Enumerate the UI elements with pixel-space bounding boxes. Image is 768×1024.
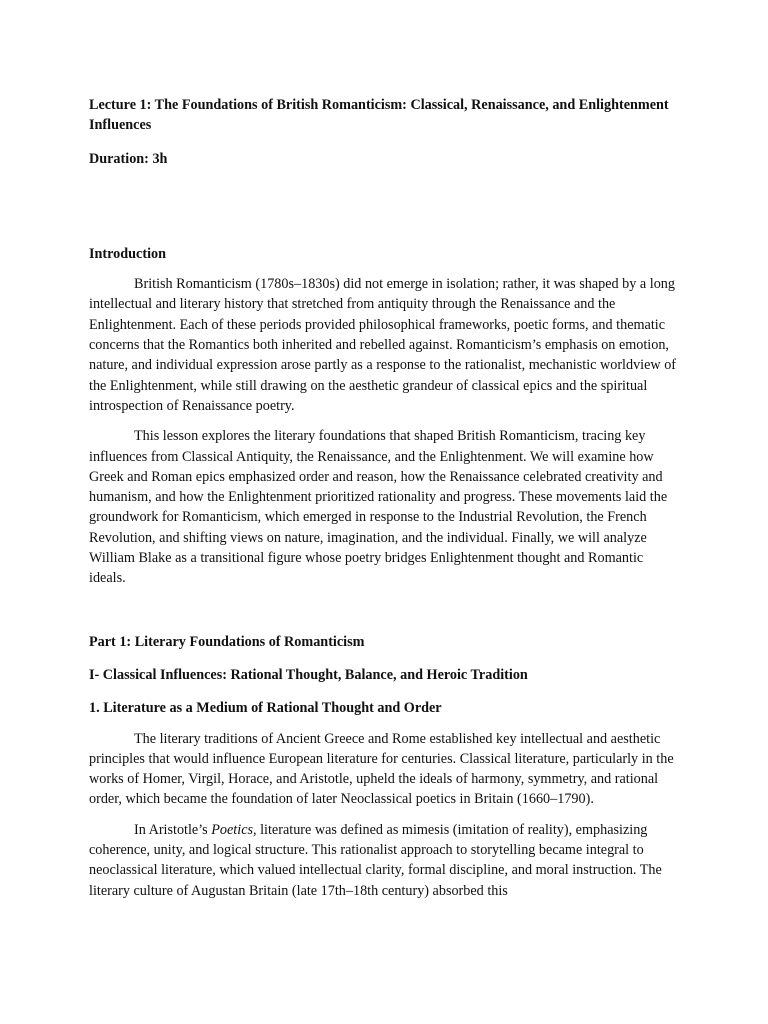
poetics-title: Poetics	[211, 821, 254, 838]
body-paragraph-1: The literary traditions of Ancient Greece and Rome established key intellectual and aesthetic principles that would influence European literature for centuries. Classical literature, particularly in the works of Homer, Virgil, Horace, and Aristotle, upheld the ideals of harmony, symmetry, and rational order, which became the foundation of later Neoclassical poetics in Britain (1660–1790).	[89, 730, 674, 808]
paragraph-2-lead: In Aristotle’s	[134, 821, 212, 838]
body-paragraph-2	[89, 820, 681, 901]
introduction-heading: Introduction	[89, 245, 166, 262]
section-i-heading: I- Classical Influences: Rational Thought, Balance, and Heroic Tradition	[89, 666, 528, 683]
introduction-paragraph-2: This lesson explores the literary foundations that shaped British Romanticism, tracing key influences from Classical Antiquity, the Renaissance, and the Enlightenment. We will examine how Greek and Roman epics emphasized order and reason, how the Renaissance celebrated creativity and humanism, and how the Enlightenment prioritized rationality and progress. These movements laid the groundwork for Romanticism, which emerged in response to the Industrial Revolution, the French Revolution, and shifting views on nature, imagination, and the individual. Finally, we will analyze William Blake as a transitional figure whose poetry bridges Enlightenment thought and Romantic ideals.	[89, 428, 668, 587]
paragraph-2-rest: , literature was defined as mimesis (imitation of reality), emphasizing coherence, unity, and logical structure. This rationalist approach to storytelling became integral to neoclassical literature, which valued intellectual clarity, formal discipline, and moral instruction. The literary culture of Augustan Britain (late 17th–18th century) absorbed this	[89, 821, 662, 899]
introduction-paragraph-1: British Romanticism (1780s–1830s) did not emerge in isolation; rather, it was shaped by a long intellectual and literary history that stretched from antiquity through the Renaissance and the Enlightenment. Each of these periods provided philosophical frameworks, poetic forms, and thematic concerns that the Romantics both inherited and rebelled against. Romanticism’s emphasis on emotion, nature, and individual expression arose partly as a response to the rationalist, mechanistic worldview of the Enlightenment, while still drawing on the aesthetic grandeur of classical epics and the spiritual introspection of Renaissance poetry.	[89, 276, 677, 414]
part-1-heading: Part 1: Literary Foundations of Romanticism	[89, 633, 365, 650]
subsection-1-heading: 1. Literature as a Medium of Rational Thought and Order	[89, 700, 442, 717]
lecture-title: Lecture 1: The Foundations of British Romanticism: Classical, Renaissance, and Enlightenment Influences	[89, 97, 669, 134]
document-page	[89, 95, 681, 901]
duration-label: Duration: 3h	[89, 150, 168, 167]
